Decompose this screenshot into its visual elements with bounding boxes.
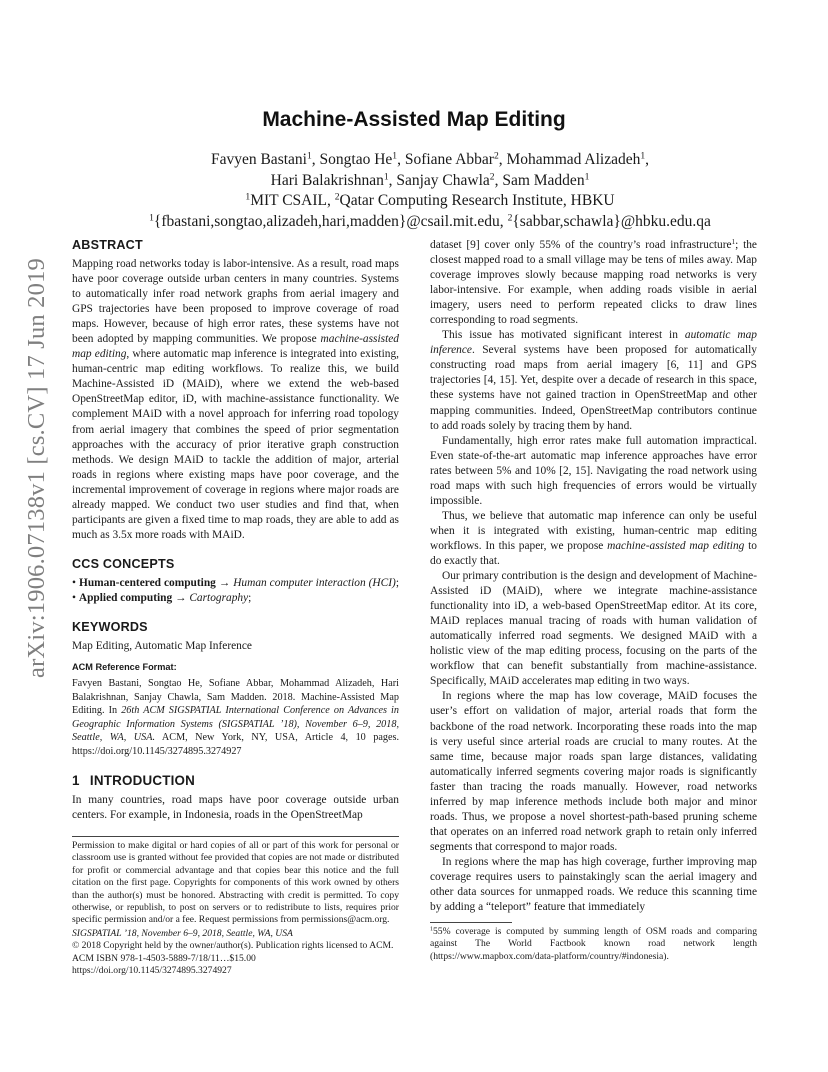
para-part: . Several systems have been proposed for automatically constructing road maps from aerial imagery [6, 11] and GPS trajectories [4, 15]. Yet, despite over a decade of research in this space, these systems have not gained traction in OpenStreetMap and other mapping communities. Indeed, OpenStreetMap contributors continue to add roads solely by tracing them by hand. [430,344,757,432]
left-column [72,237,399,823]
acm-reference-heading: ACM Reference Format: [72,662,177,673]
conference-line: SIGSPATIAL ’18, November 6–9, 2018, Seattle, WA, USA [72,927,293,939]
author-block [90,150,770,232]
isbn-line: ACM ISBN 978-1-4503-5889-7/18/11…$15.00 [72,952,256,964]
email-sup: 1 [149,212,154,224]
footnote-marker[interactable]: 1 [731,238,736,247]
author-line-2 [90,171,770,192]
ccs-term: Human-centered computing [78,576,216,589]
body-paragraph [430,238,757,328]
body-paragraph: In regions where the map has high coverage, further improving map coverage requires users to painstakingly scan the aerial imagery and other data sources for unmapped roads. We reduce this scanning time by adding a “teleport” feature that immediately [430,855,757,914]
ccs-end: ; [248,591,252,604]
author-separator: , [397,151,405,168]
ccs-bullet: • [72,576,79,589]
ccs-separator: ; [395,576,399,589]
body-paragraph [430,509,757,569]
section-title: INTRODUCTION [89,772,195,788]
ccs-concepts [72,576,399,606]
ccs-heading: CCS CONCEPTS [72,556,175,571]
author-affil-sup: 1 [392,150,398,162]
affil-sup: 1 [245,191,251,203]
acm-reference-text [72,677,399,759]
affiliation-1: MIT CSAIL, [250,192,335,209]
author-separator: , [494,171,503,189]
copyright-line: © 2018 Copyright held by the owner/author(s). Publication rights licensed to ACM. [72,940,394,952]
acm-ref-part: ACM, New York, NY, USA, Article 4, 10 pages. https://doi.org/10.1145/3274895.3274927 [72,732,399,758]
author-affil-sup: 1 [584,171,590,183]
affiliation-2: Qatar Computing Research Institute, HBKU [339,192,615,209]
para-emphasis: automatic map inference [430,329,757,357]
para-part: to do exactly that. [430,539,757,567]
doi-link[interactable]: https://doi.org/10.1145/3274895.3274927 [72,965,232,977]
author-name: Sam Madden [502,171,585,189]
para-part: dataset [9] cover only 55% of the country’s road infrastructure [430,239,732,251]
footnote-rule [72,836,399,837]
footnote [430,926,757,963]
arxiv-sidebar-stamp: arXiv:1906.07138v1 [cs.CV] 17 Jun 2019 [23,258,50,678]
email-group-2: {sabbar,schawla}@hbku.edu.qa [512,212,711,230]
section-number: 1 [72,772,80,788]
author-separator: , [388,171,397,189]
intro-paragraph: In many countries, road maps have poor coverage outside urban centers. For example, in Indonesia, roads in the OpenStreetMap [72,793,399,821]
ccs-arrow: → [215,576,234,589]
author-separator: , [311,151,320,168]
right-column [430,238,757,915]
para-part: Thus, we believe that automatic map inference can only be useful when it is integrated with existing, human-centric map editing workflows. In this paper, we propose [430,509,757,552]
keywords-heading: KEYWORDS [72,619,148,634]
author-separator: , [498,151,507,168]
para-part: This issue has motivated significant interest in [442,329,685,342]
author-name: Hari Balakrishnan [270,171,384,189]
email-group-1: {fbastani,songtao,alizadeh,hari,madden}@csail.mit.edu, [153,212,508,230]
permission-block [72,840,399,977]
abstract-part: Mapping road networks today is labor-intensive. As a result, road maps have poor coverage outside urban centers in many countries. Systems to automatically infer road network graphs from aerial imagery and GPS trajectories have been proposed to improve coverage of road maps. However, because of high error rates, these systems have not been adopted by mapping communities. We propose [72,258,399,346]
author-separator: , [645,151,650,168]
author-name: Favyen Bastani [210,151,307,168]
ccs-bullet: • [72,591,79,604]
para-part: ; the closest mapped road to a small village may be tens of miles away. Map coverage improves slowly because mapping road networks is very labor-intensive. For example, when adding roads visible in aerial imagery, users need to perform repeated clicks to draw lines corresponding to road segments. [430,239,757,327]
author-name: Sanjay Chawla [396,171,490,189]
body-paragraph: Fundamentally, high error rates make full automation impractical. Even state-of-the-art automatic map inference approaches have error rates between 5% and 10% [2, 15]. Navigating the road network using road maps with such high frequencies of errors would be virtually impossible. [430,434,757,507]
introduction-heading [72,773,399,789]
ccs-subterm: Human computer interaction (HCI) [233,576,396,589]
emails [90,212,770,233]
email-sup: 2 [507,212,513,224]
body-paragraph: In regions where the map has low coverage, MAiD focuses the user’s effort on validation of major, arterial roads that form the backbone of the road network. Incorporating these roads into the map is very useful since arterial roads are crucial to many routes. At the same time, because major roads span large distances, validating automatically inferred segments covering major roads is significantly faster than tracing the roads manually. However, road networks inferred by map inference methods include both major and minor roads. Thus, we propose a novel shortest-path-based pruning scheme that operates on an inferred road network graph to retain only inferred segments that correspond to major roads. [430,690,757,853]
para-emphasis: machine-assisted map editing [607,539,745,552]
footnote-text: 55% coverage is computed by summing length of OSM roads and comparing against The World Factbook known road network length (https://www.mapbox.com/data-platform/country/#indonesia). [430,926,757,962]
abstract-emphasis: machine-assisted map editing [72,333,399,361]
author-affil-sup: 2 [493,150,499,162]
abstract-text [72,257,399,543]
abstract-part: , where automatic map inference is integrated into existing, human-centric map editing workflows. To realize this, we build Machine-Assisted iD (MAiD), where we extend the web-based OpenStreetMap editor, iD, with machine-assistance functionality. We complement MAiD with a novel approach for inferring road topology from aerial imagery that combines the speed of prior segmentation approaches with the accuracy of prior iterative graph construction methods. We design MAiD to tackle the addition of major, arterial roads in regions where existing maps have poor coverage, and the incremental improvement of coverage in regions where major roads are already mapped. We conduct two user studies and find that, when participants are given a fixed time to map roads, they are able to add as much as 3.5x more roads with MAiD. [72,348,399,541]
author-line-1 [90,150,770,171]
author-name: Sofiane Abbar [404,151,494,168]
abstract-heading: ABSTRACT [72,238,143,252]
body-paragraph [430,328,757,433]
author-affil-sup: 1 [306,150,312,162]
acm-ref-venue: 26th ACM SIGSPATIAL International Conference on Advances in Geographic Information Systems (SIGSPATIAL ’18), November 6–9, 2018, Seattle, WA, USA. [72,705,399,744]
keywords-text: Map Editing, Automatic Map Inference [72,639,252,652]
body-paragraph: Our primary contribution is the design and development of Machine-Assisted iD (MAiD), where we integrate machine-assistance functionality into iD, a web-based OpenStreetMap editor. At its core, MAiD replaces manual tracing of roads with human validation of automatically inferred road segments. We designed MAiD with a holistic view of the map editing process, focusing on the parts of the workflow that can benefit substantially from machine-assistance. Specifically, MAiD accelerates map editing in two ways. [430,570,757,688]
author-affil-sup: 2 [489,171,495,183]
acm-ref-part: Favyen Bastani, Songtao He, Sofiane Abbar, Mohammad Alizadeh, Hari Balakrishnan, Sanjay Chawla, Sam Madden. 2018. Machine-Assisted Map Editing. In [72,678,399,717]
author-affil-sup: 1 [640,150,646,162]
affiliations [90,191,770,212]
permission-text: Permission to make digital or hard copies of all or part of this work for personal or classroom use is granted without fee provided that copies are not made or distributed for profit or commercial advantage and that copies bear this notice and the full citation on the first page. Copyrights for components of this work owned by others than the author(s) must be honored. Abstracting with credit is permitted. To copy otherwise, or republish, to post on servers or to redistribute to lists, requires prior specific permission and/or a fee. Request permissions from permissions@acm.org. [72,840,399,926]
footnote-number: 1 [430,926,433,933]
author-name: Mohammad Alizadeh [506,151,641,168]
affil-sup: 2 [334,191,340,203]
author-affil-sup: 1 [383,171,389,183]
paper-title: Machine-Assisted Map Editing [262,108,566,131]
footnote-rule [430,922,512,923]
ccs-arrow: → [172,591,190,604]
author-name: Songtao He [319,151,393,168]
ccs-subterm: Cartography [189,591,249,604]
ccs-term: Applied computing [78,591,173,604]
